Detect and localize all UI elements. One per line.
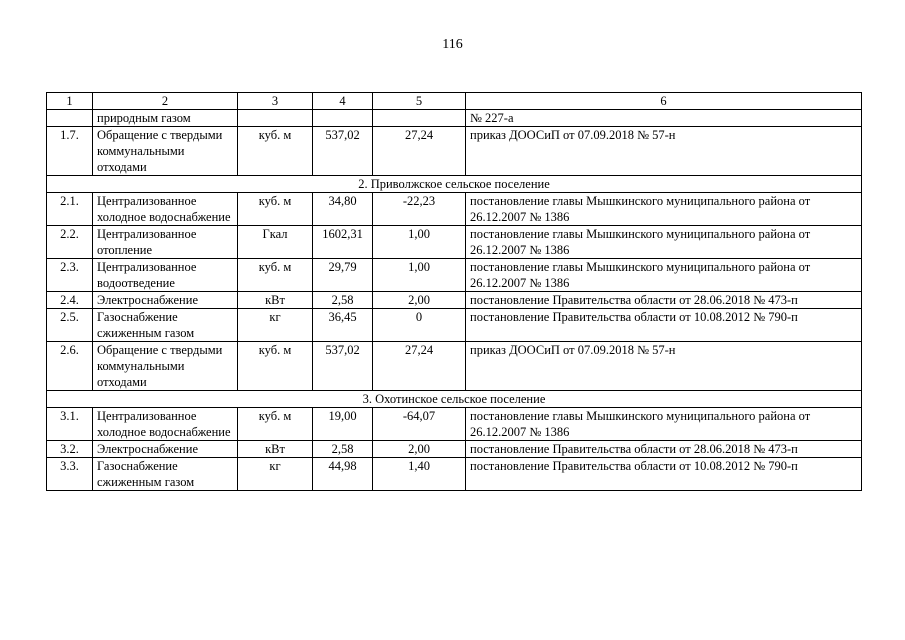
service-name-cell: природным газом <box>93 110 238 127</box>
table-row <box>47 458 862 491</box>
legal-basis-cell: постановление Правительства области от 10.08.2012 № 790-п <box>466 458 862 491</box>
header-cell: 1 <box>47 93 93 110</box>
legal-basis-cell: постановление главы Мышкинского муниципального района от 26.12.2007 № 1386 <box>466 193 862 226</box>
service-name-cell: Централизованное холодное водоснабжение <box>93 408 238 441</box>
table-header-row <box>47 93 862 110</box>
unit-cell: кг <box>238 458 313 491</box>
value-cell: 1602,31 <box>313 226 373 259</box>
change-percent-cell: 27,24 <box>373 127 466 176</box>
table-row <box>47 259 862 292</box>
change-percent-cell: 2,00 <box>373 441 466 458</box>
table-row <box>47 342 862 391</box>
unit-cell: Гкал <box>238 226 313 259</box>
value-cell: 29,79 <box>313 259 373 292</box>
change-percent-cell: 27,24 <box>373 342 466 391</box>
unit-cell: куб. м <box>238 193 313 226</box>
service-name-cell: Централизованное водоотведение <box>93 259 238 292</box>
legal-basis-cell: приказ ДООСиП от 07.09.2018 № 57-н <box>466 342 862 391</box>
change-percent-cell: 1,40 <box>373 458 466 491</box>
value-cell: 44,98 <box>313 458 373 491</box>
legal-basis-cell: постановление Правительства области от 28.06.2018 № 473-п <box>466 292 862 309</box>
table-row <box>47 193 862 226</box>
item-number-cell: 2.6. <box>47 342 93 391</box>
service-name-cell: Обращение с твердыми коммунальными отходами <box>93 342 238 391</box>
change-percent-cell: 1,00 <box>373 226 466 259</box>
legal-basis-cell: постановление Правительства области от 10.08.2012 № 790-п <box>466 309 862 342</box>
unit-cell: куб. м <box>238 342 313 391</box>
legal-basis-cell: постановление Правительства области от 28.06.2018 № 473-п <box>466 441 862 458</box>
item-number-cell: 1.7. <box>47 127 93 176</box>
value-cell <box>313 110 373 127</box>
value-cell: 19,00 <box>313 408 373 441</box>
unit-cell: куб. м <box>238 408 313 441</box>
value-cell: 537,02 <box>313 342 373 391</box>
change-percent-cell: 2,00 <box>373 292 466 309</box>
section-row <box>47 176 862 193</box>
change-percent-cell: -22,23 <box>373 193 466 226</box>
change-percent-cell: 1,00 <box>373 259 466 292</box>
header-cell: 2 <box>93 93 238 110</box>
item-number-cell: 3.2. <box>47 441 93 458</box>
service-name-cell: Централизованное отопление <box>93 226 238 259</box>
unit-cell: кВт <box>238 292 313 309</box>
legal-basis-cell: постановление главы Мышкинского муниципального района от 26.12.2007 № 1386 <box>466 259 862 292</box>
header-cell: 3 <box>238 93 313 110</box>
table-row <box>47 309 862 342</box>
change-percent-cell: 0 <box>373 309 466 342</box>
table-row <box>47 292 862 309</box>
item-number-cell: 3.1. <box>47 408 93 441</box>
table-row <box>47 441 862 458</box>
value-cell: 2,58 <box>313 292 373 309</box>
header-cell: 5 <box>373 93 466 110</box>
unit-cell <box>238 110 313 127</box>
table-row <box>47 408 862 441</box>
item-number-cell: 3.3. <box>47 458 93 491</box>
service-name-cell: Централизованное холодное водоснабжение <box>93 193 238 226</box>
item-number-cell: 2.2. <box>47 226 93 259</box>
legal-basis-cell: № 227-а <box>466 110 862 127</box>
unit-cell: куб. м <box>238 127 313 176</box>
item-number-cell: 2.5. <box>47 309 93 342</box>
legal-basis-cell: приказ ДООСиП от 07.09.2018 № 57-н <box>466 127 862 176</box>
legal-basis-cell: постановление главы Мышкинского муниципального района от 26.12.2007 № 1386 <box>466 408 862 441</box>
service-name-cell: Электроснабжение <box>93 441 238 458</box>
item-number-cell: 2.4. <box>47 292 93 309</box>
value-cell: 36,45 <box>313 309 373 342</box>
table-row <box>47 110 862 127</box>
legal-basis-cell: постановление главы Мышкинского муниципального района от 26.12.2007 № 1386 <box>466 226 862 259</box>
unit-cell: кг <box>238 309 313 342</box>
change-percent-cell <box>373 110 466 127</box>
table-row <box>47 226 862 259</box>
page-number: 116 <box>442 37 463 52</box>
item-number-cell: 2.3. <box>47 259 93 292</box>
value-cell: 537,02 <box>313 127 373 176</box>
unit-cell: куб. м <box>238 259 313 292</box>
service-name-cell: Обращение с твердыми коммунальными отходами <box>93 127 238 176</box>
item-number-cell <box>47 110 93 127</box>
service-name-cell: Газоснабжение сжиженным газом <box>93 309 238 342</box>
table-row <box>47 127 862 176</box>
section-title: 3. Охотинское сельское поселение <box>47 391 862 408</box>
value-cell: 34,80 <box>313 193 373 226</box>
section-title: 2. Приволжское сельское поселение <box>47 176 862 193</box>
service-name-cell: Газоснабжение сжиженным газом <box>93 458 238 491</box>
value-cell: 2,58 <box>313 441 373 458</box>
header-cell: 6 <box>466 93 862 110</box>
unit-cell: кВт <box>238 441 313 458</box>
tariff-table <box>46 92 862 491</box>
header-cell: 4 <box>313 93 373 110</box>
item-number-cell: 2.1. <box>47 193 93 226</box>
change-percent-cell: -64,07 <box>373 408 466 441</box>
section-row <box>47 391 862 408</box>
service-name-cell: Электроснабжение <box>93 292 238 309</box>
